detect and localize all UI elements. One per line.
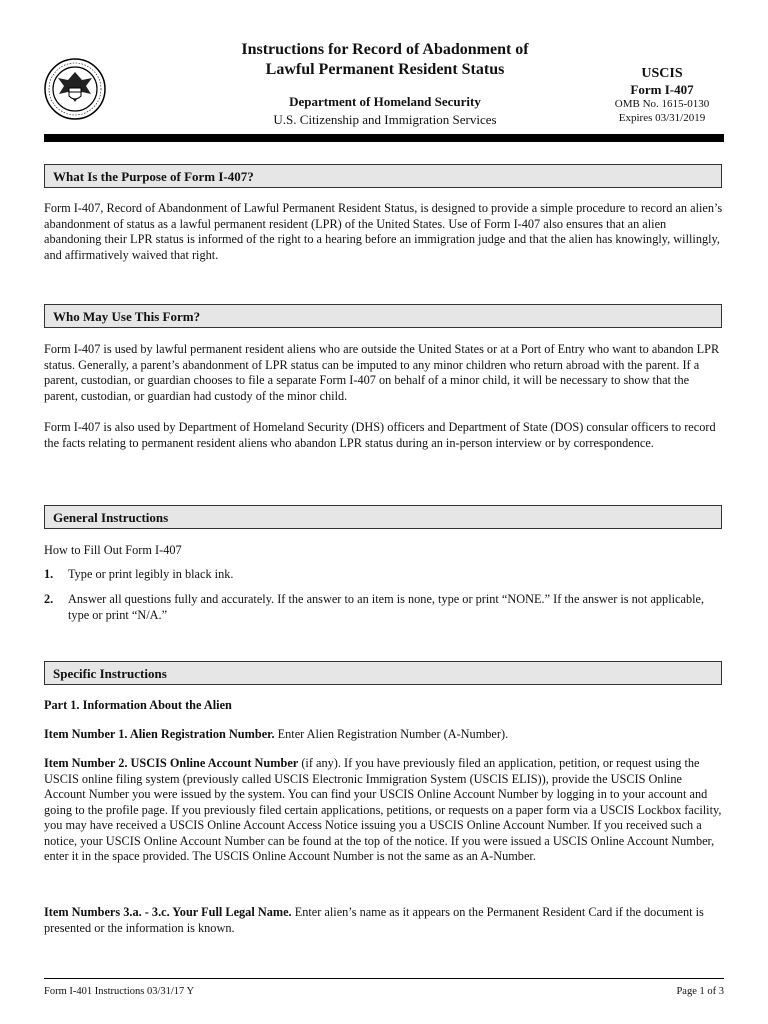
- dhs-seal-icon: [44, 58, 106, 120]
- item-2-paragraph: [44, 756, 724, 865]
- section-heading-text: Who May Use This Form?: [53, 309, 201, 324]
- header-divider: [44, 134, 724, 142]
- list-item-text: Type or print legibly in black ink.: [68, 567, 234, 581]
- list-item-number: 1.: [44, 567, 54, 581]
- form-number: Form I-407: [630, 82, 694, 97]
- omb-number: OMB No. 1615-0130: [614, 98, 710, 110]
- item-3-label: Item Numbers 3.a. - 3.c. Your Full Legal Name.: [44, 905, 292, 919]
- footer-form-info: Form I-401 Instructions 03/31/17 Y: [44, 986, 195, 997]
- title-line-1: Instructions for Record of Abadonment of: [241, 41, 529, 58]
- item-3-text: Enter alien’s name as it appears on the Permanent Resident Card if the document is presented or the information is known.: [44, 905, 704, 935]
- purpose-paragraph: Form I-407, Record of Abandonment of Lawful Permanent Resident Status, is designed to provide a simple procedure to record an alien’s abandonment of status as a lawful permanent resident (LPR) of the United States. Use of Form I-407 also ensures that an alien abandoning their LPR status is informed of the right to a hearing before an immigration judge and that the alien has knowingly, willingly, and affirmatively waived that right.: [44, 201, 723, 262]
- section-heading-general: [44, 505, 722, 529]
- title-line-2: Lawful Permanent Resident Status: [265, 61, 505, 78]
- section-heading-who: [44, 304, 722, 328]
- section-heading-purpose: [44, 164, 722, 188]
- item-1-text: Enter Alien Registration Number (A-Number).: [274, 727, 509, 741]
- footer-divider: [44, 978, 724, 979]
- item-2-text: (if any). If you have previously filed an application, petition, or request using the USCIS online filing system (previously called USCIS Electronic Immigration System (USCIS ELIS)), provide the USCIS Online Account Number you were issued by the system. You can find your USCIS Online Account Number by logging in to your account and going to the profile page. If you previously filed certain applications, petitions, or requests on a paper form via a USCIS Lockbox facility, you may have received a USCIS Online Account Access Notice issuing you a USCIS Online Account Number. If you received such a notice, your USCIS Online Account Number can be found at the top of the notice. If you were issued a USCIS Online Account Number, enter it in the space provided. The USCIS Online Account Number is not the same as an A-Number.: [44, 756, 722, 863]
- who-paragraph-1: Form I-407 is used by lawful permanent resident aliens who are outside the United States or at a Port of Entry who want to abandon LPR status. Generally, a parent’s abandonment of LPR status can be imputed to any minor children who return abroad with the parent. If a parent, custodian, or guardian chooses to file a separate Form I-407 on behalf of a minor child, it will be necessary to show that the parent, custodian, or guardian had custody of the minor child.: [44, 342, 720, 403]
- agency-name: U.S. Citizenship and Immigration Services: [273, 112, 497, 127]
- item-3-paragraph: [44, 905, 724, 936]
- section-heading-specific: [44, 661, 722, 685]
- general-intro: How to Fill Out Form I-407: [44, 543, 182, 557]
- expiration-date: Expires 03/31/2019: [618, 112, 706, 124]
- item-1-paragraph: [44, 727, 724, 743]
- section-heading-text: General Instructions: [53, 510, 169, 525]
- list-item-text: Answer all questions fully and accurately. If the answer to an item is none, type or print “NONE.” If the answer is not applicable, type or print “N/A.”: [68, 592, 705, 622]
- item-2-label: Item Number 2. USCIS Online Account Number: [44, 756, 299, 770]
- document-title: [190, 40, 580, 80]
- part-1-heading: Part 1. Information About the Alien: [44, 698, 232, 712]
- section-heading-text: Specific Instructions: [53, 666, 167, 681]
- department-name: Department of Homeland Security: [289, 94, 481, 109]
- item-1-label: Item Number 1. Alien Registration Number.: [44, 727, 275, 741]
- list-item-number: 2.: [44, 592, 54, 606]
- section-heading-text: What Is the Purpose of Form I-407?: [53, 169, 254, 184]
- uscis-label: USCIS: [641, 66, 683, 81]
- who-paragraph-2: Form I-407 is also used by Department of Homeland Security (DHS) officers and Department of State (DOS) consular officers to record the facts relating to permanent resident aliens who abandon LPR status during an in-person interview or by correspondence.: [44, 420, 716, 450]
- page-number: Page 1 of 3: [676, 986, 724, 997]
